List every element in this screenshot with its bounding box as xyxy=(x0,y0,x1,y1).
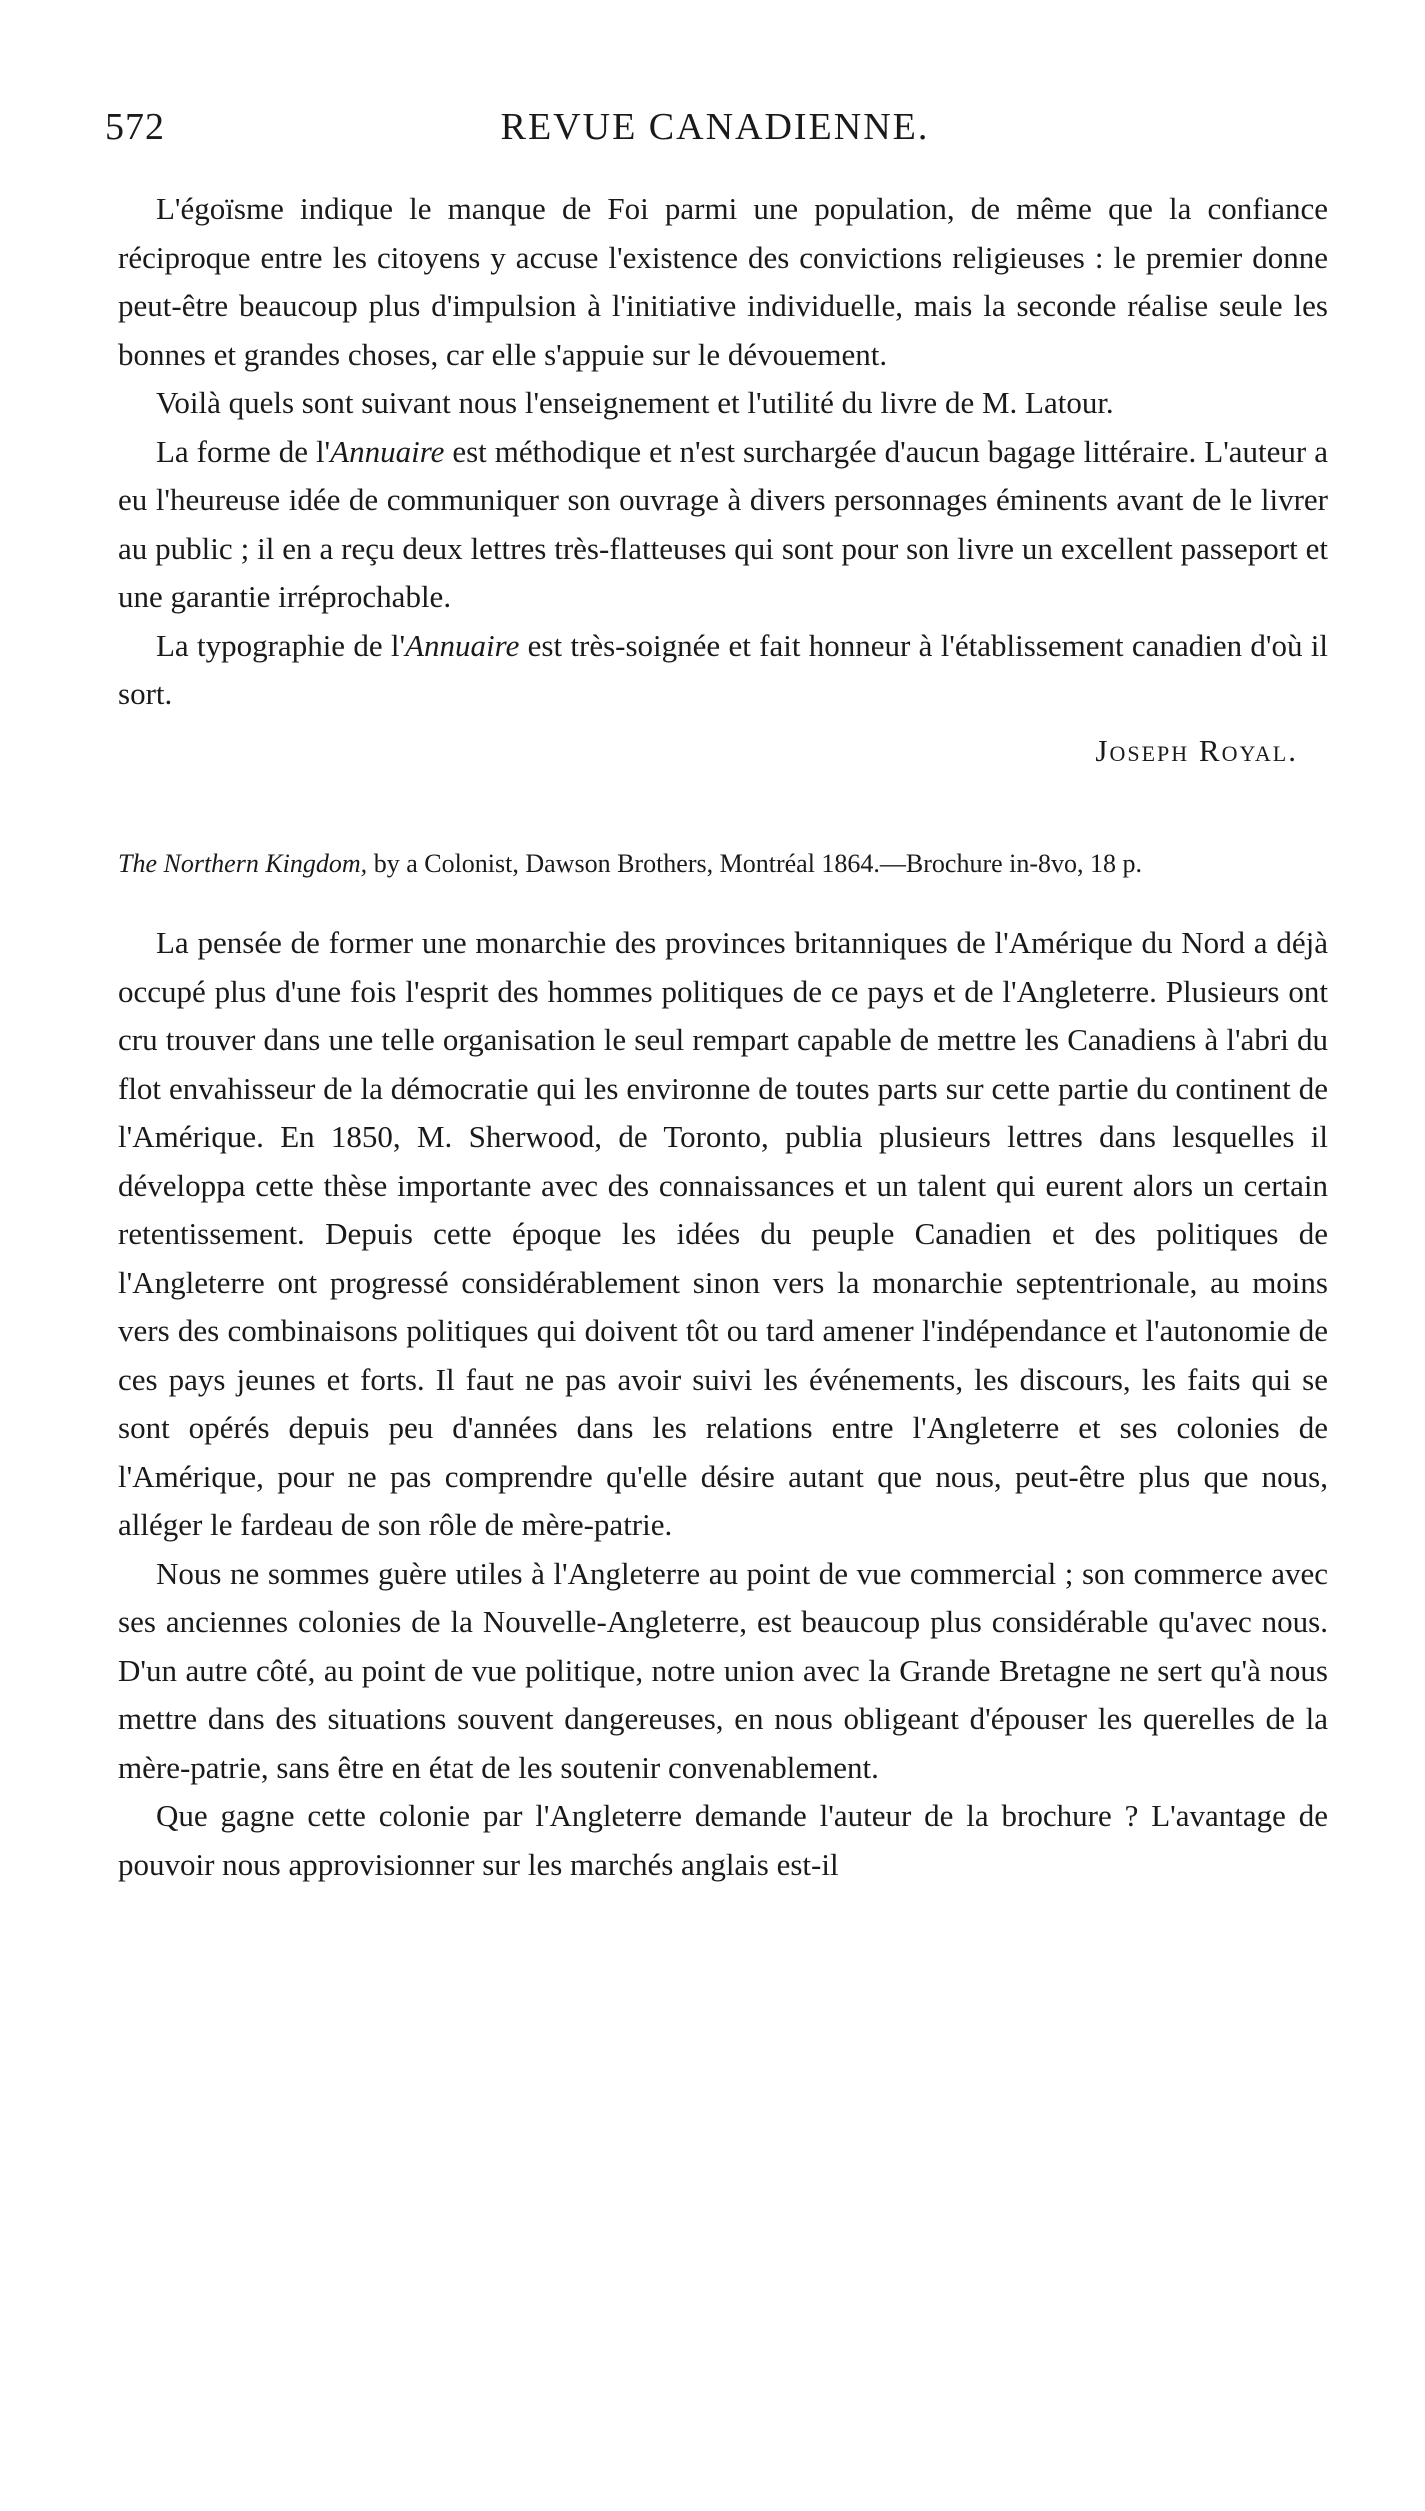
paragraph xyxy=(118,428,1328,622)
section-separator xyxy=(118,775,1328,845)
review-annuaire xyxy=(118,185,1328,775)
text-run: La forme de l' xyxy=(156,433,331,469)
page-body xyxy=(118,185,1328,1889)
paragraph: L'égoïsme indique le manque de Foi parmi une population, de même que la confiance réciproque entre les citoyens y accuse l'existence des convictions religieuses : le premier donne peut-être beaucoup plus d'impulsion à l'initiative individuelle, mais la seconde réalise seule les bonnes et grandes choses, car elle s'appuie sur le dévouement. xyxy=(118,191,1328,372)
author-signature: Joseph Royal. xyxy=(1095,732,1298,768)
book-title-italic: The Northern Kingdom, xyxy=(118,849,368,878)
text-run: La typographie de l' xyxy=(156,627,406,663)
page-number: 572 xyxy=(105,106,165,148)
paragraph: Que gagne cette colonie par l'Angleterre demande l'auteur de la brochure ? L'avantage de pouvoir nous approvisionner sur les marchés anglais est-il xyxy=(118,1798,1328,1882)
heading-details: by a Colonist, Dawson Brothers, Montréal 1864.—Brochure in-8vo, 18 p. xyxy=(367,849,1143,878)
running-title: REVUE CANADIENNE. xyxy=(500,106,930,148)
paragraph: La pensée de former une monarchie des provinces britanniques de l'Amérique du Nord a déjà occupé plus d'une fois l'esprit des hommes politiques de ce pays et de l'Angleterre. Plusieurs ont cru trouver dans une telle organisation le seul rempart capable de mettre les Canadiens à l'abri du flot envahisseur de la démocratie qui les environne de toutes parts sur cette partie du continent de l'Amérique. En 1850, M. Sherwood, de Toronto, publia plusieurs lettres dans lesquelles il développa cette thèse importante avec des connaissances et un talent qui eurent alors un certain retentissement. Depuis cette époque les idées du peuple Canadien et des politiques de l'Angleterre ont progressé considérablement sinon vers la monarchie septentrionale, au moins vers des combinaisons politiques qui doivent tôt ou tard amener l'indépendance et l'autonomie de ces pays jeunes et forts. Il faut ne pas avoir suivi les événements, les discours, les faits qui se sont opérés depuis peu d'années dans les relations entre l'Angleterre et ses colonies de l'Amérique, pour ne pas comprendre qu'elle désire autant que nous, peut-être plus que nous, alléger le fardeau de son rôle de mère-patrie. xyxy=(118,925,1328,1542)
paragraph: Nous ne sommes guère utiles à l'Angleterre au point de vue commercial ; son commerce avec ses anciennes colonies de la Nouvelle-Angleterre, est beaucoup plus considérable qu'avec nous. D'un autre côté, au point de vue politique, notre union avec la Grande Bretagne ne sert qu'à nous mettre dans des situations souvent dangereuses, en nous obligeant d'épouser les querelles de la mère-patrie, sans être en état de les soutenir convenablement. xyxy=(118,1555,1328,1785)
paragraph xyxy=(118,622,1328,719)
page-header xyxy=(105,105,1325,155)
book-title-italic: Annuaire xyxy=(405,627,520,663)
paragraph: Voilà quels sont suivant nous l'enseignement et l'utilité du livre de M. Latour. xyxy=(156,385,1114,420)
review-northern-kingdom xyxy=(118,845,1328,1889)
review-heading xyxy=(118,845,1328,883)
text-run: est très-soignée et fait honneur à l'établissement canadien d'où il sort. xyxy=(118,627,1328,711)
text-run: est méthodique et n'est surchargée d'aucun bagage littéraire. L'auteur a eu l'heureuse idée de communiquer son ouvrage à divers personnages éminents avant de le livrer au public ; il en a reçu deux lettres très-flatteuses qui sont pour son livre un excellent passeport et une garantie irréprochable. xyxy=(118,433,1328,614)
book-title-italic: Annuaire xyxy=(330,433,445,469)
